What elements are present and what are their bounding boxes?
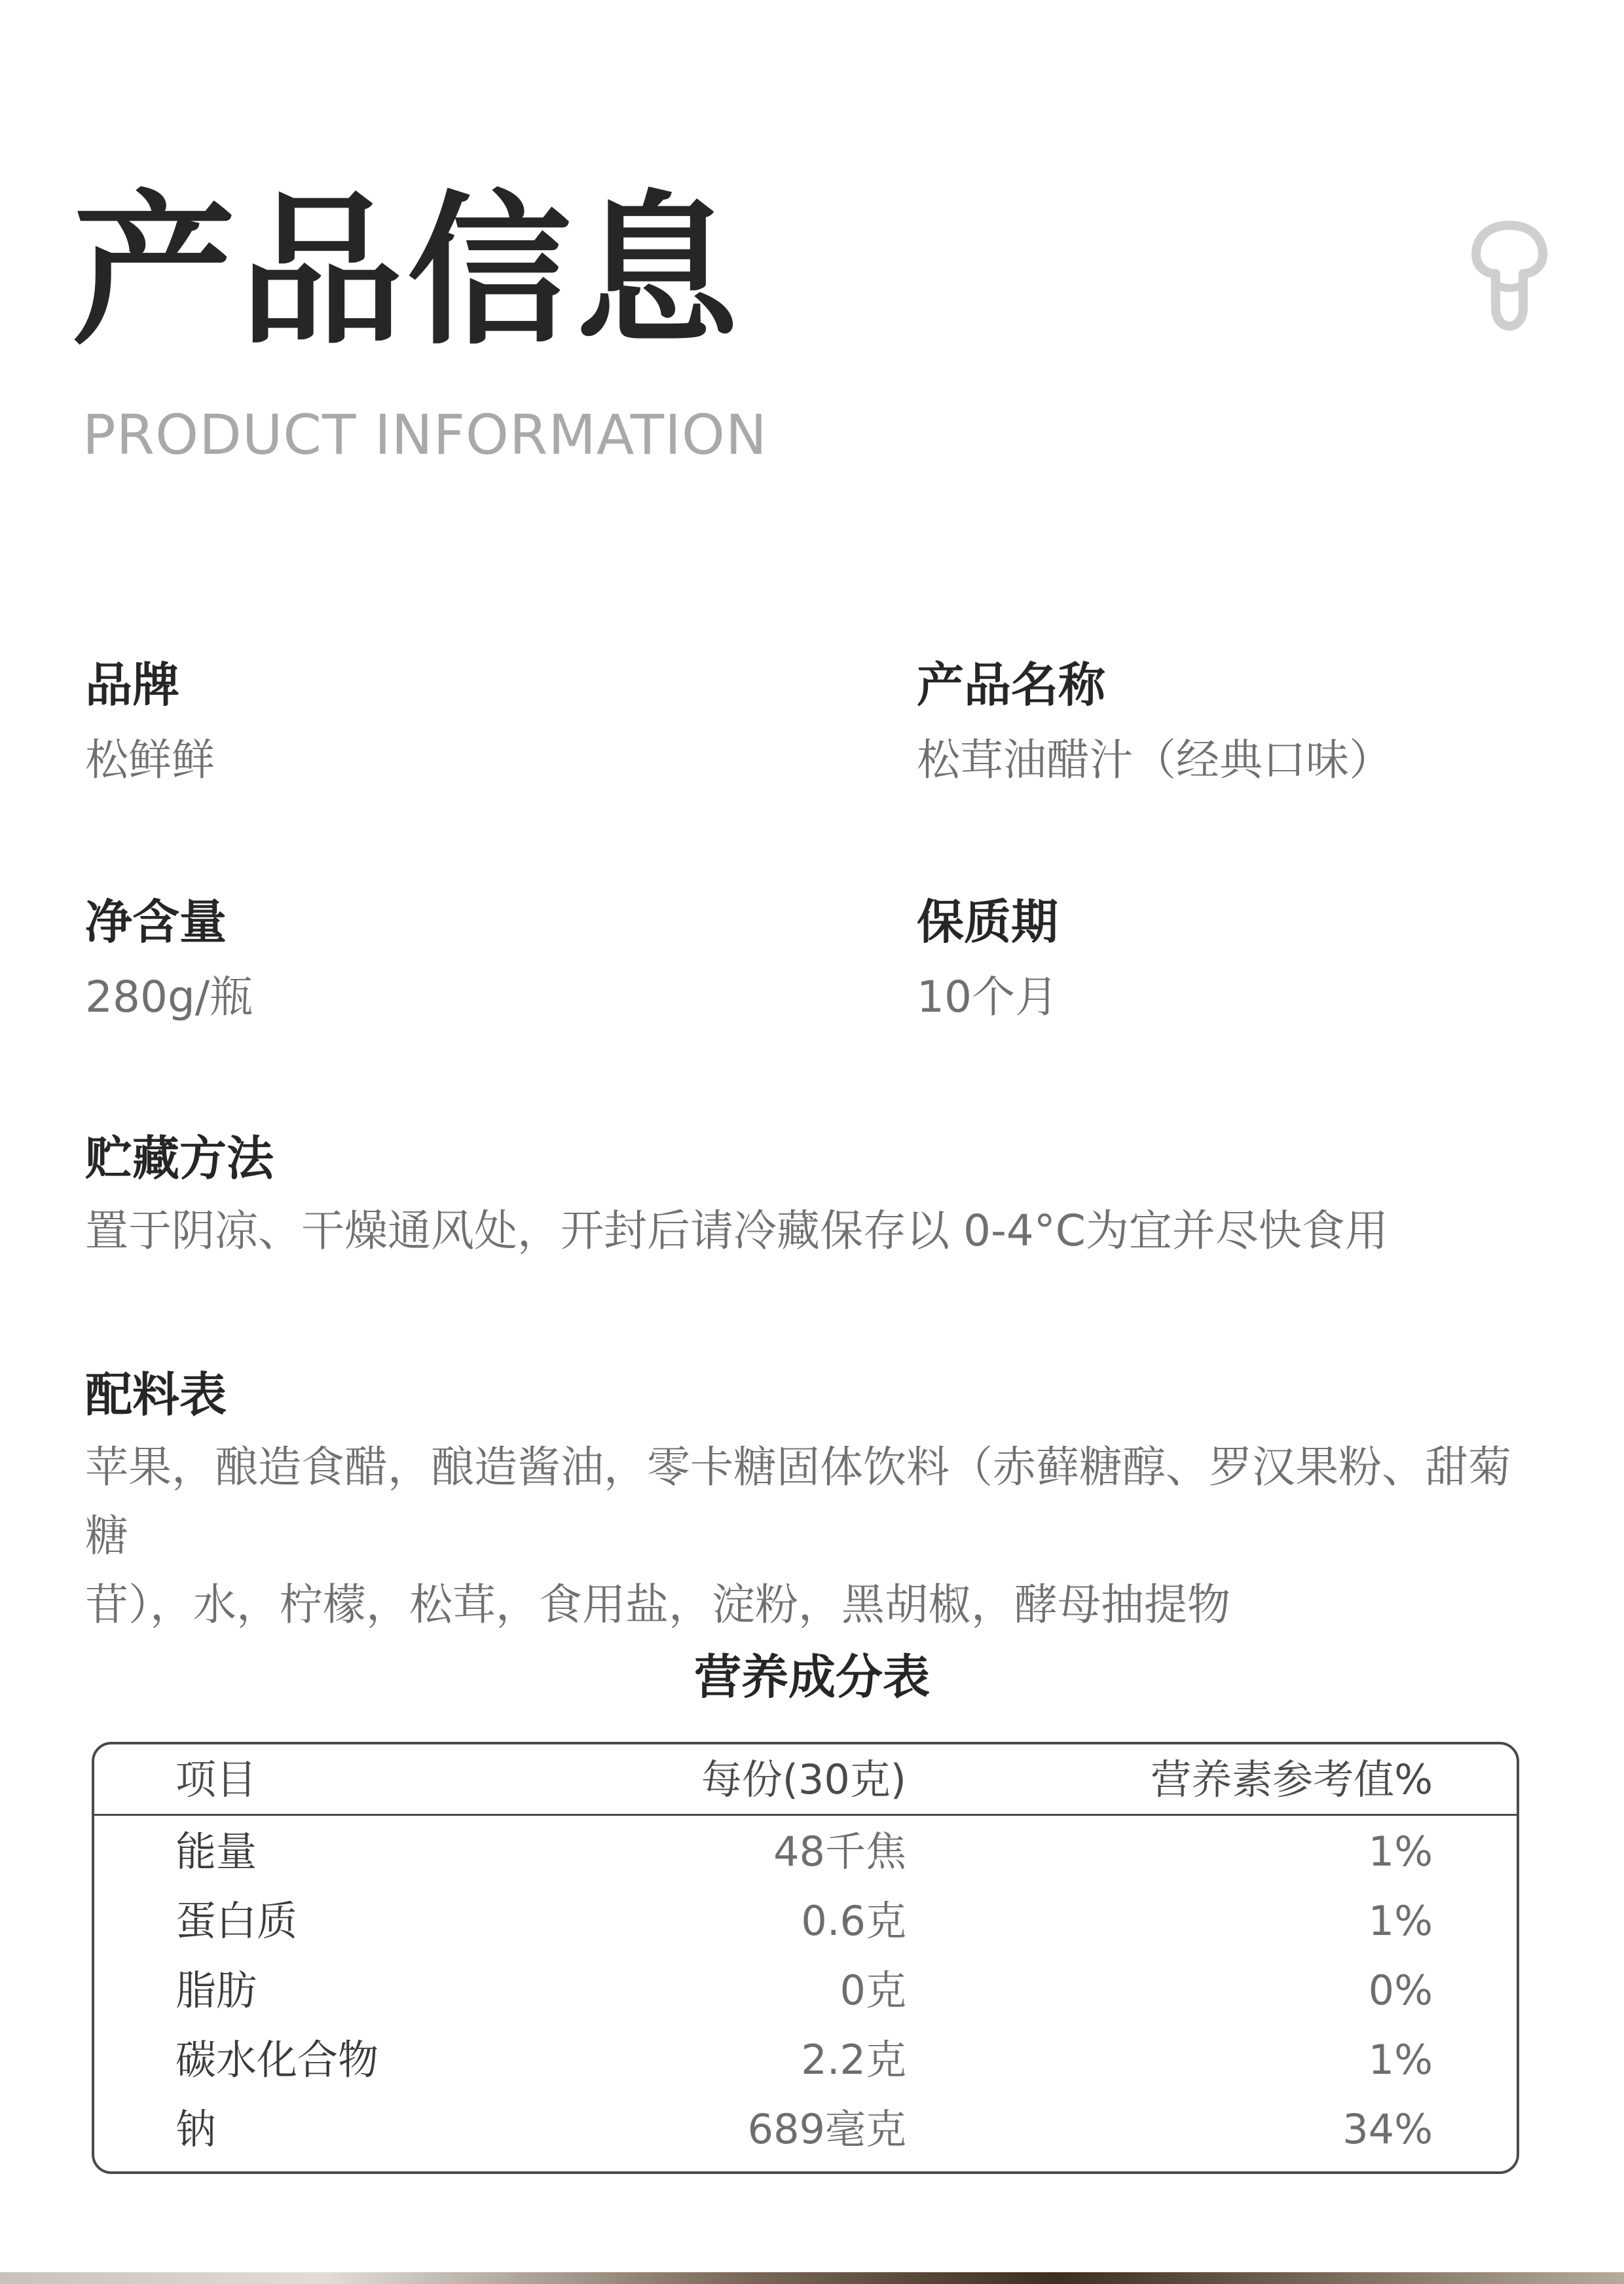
shelf-life-label: 保质期 — [917, 894, 1059, 949]
ingredients-label: 配料表 — [85, 1367, 227, 1422]
nutrient-name: 能量 — [175, 1828, 257, 1875]
table-header-divider — [94, 1814, 1517, 1816]
product-name-label: 产品名称 — [917, 657, 1106, 712]
nutrient-nrv: 34% — [1342, 2105, 1433, 2153]
nutrient-nrv: 0% — [1368, 1966, 1433, 2014]
nutrient-amount: 0克 — [840, 1966, 906, 2014]
table-row — [94, 1888, 1517, 1954]
net-content-value: 280g/瓶 — [85, 972, 253, 1022]
nutrient-name: 碳水化合物 — [175, 2036, 379, 2084]
nutrient-name: 蛋白质 — [175, 1897, 298, 1945]
storage-text: 置于阴凉、干燥通风处，开封后请冷藏保存以 0-4°C为宜并尽快食用 — [85, 1206, 1388, 1256]
shelf-life-field — [917, 894, 1059, 1022]
mushroom-outline-icon — [1467, 216, 1552, 334]
storage-label: 贮藏方法 — [85, 1131, 274, 1186]
brand-label: 品牌 — [85, 657, 180, 712]
storage-section — [85, 1131, 1545, 1265]
product-name-value: 松茸油醋汁（经典口味） — [917, 735, 1392, 785]
nutrient-name: 钠 — [175, 2105, 217, 2153]
nutrient-amount: 2.2克 — [801, 2036, 906, 2084]
nutrition-table-title: 营养成分表 — [693, 1649, 930, 1704]
table-row — [94, 2097, 1517, 2162]
brand-value: 松鲜鲜 — [85, 735, 215, 785]
table-row — [94, 1958, 1517, 2023]
nutrient-nrv: 1% — [1368, 2036, 1433, 2084]
net-content-field — [85, 894, 253, 1022]
column-header-item: 项目 — [175, 1756, 257, 1803]
ingredients-text-line1: 苹果，酿造食醋，酿造酱油，零卡糖固体饮料（赤藓糖醇、罗汉果粉、甜菊糖 — [85, 1442, 1511, 1561]
nutrient-amount: 0.6克 — [801, 1897, 906, 1945]
net-content-label: 净含量 — [85, 894, 227, 949]
column-header-nrv: 营养素参考值% — [1151, 1756, 1433, 1803]
bottom-photo-strip — [0, 2272, 1624, 2284]
nutrient-amount: 689毫克 — [747, 2105, 906, 2153]
column-header-per-serving: 每份(30克) — [701, 1756, 906, 1803]
nutrient-nrv: 1% — [1368, 1828, 1433, 1875]
nutrition-table — [92, 1742, 1519, 2174]
ingredients-section — [85, 1367, 1545, 1639]
table-row — [94, 1819, 1517, 1885]
ingredients-text-line2: 苷），水，柠檬，松茸，食用盐，淀粉，黑胡椒，酵母抽提物 — [85, 1579, 1230, 1630]
nutrient-amount: 48千焦 — [773, 1828, 906, 1875]
brand-field — [85, 657, 215, 785]
table-row — [94, 2027, 1517, 2093]
page-subtitle: PRODUCT INFORMATION — [83, 403, 767, 467]
page-title: 产品信息 — [72, 176, 743, 367]
nutrient-name: 脂肪 — [175, 1966, 257, 2014]
nutrient-nrv: 1% — [1368, 1897, 1433, 1945]
table-header-row — [94, 1747, 1517, 1813]
shelf-life-value: 10个月 — [917, 972, 1058, 1022]
product-name-field — [917, 657, 1392, 785]
